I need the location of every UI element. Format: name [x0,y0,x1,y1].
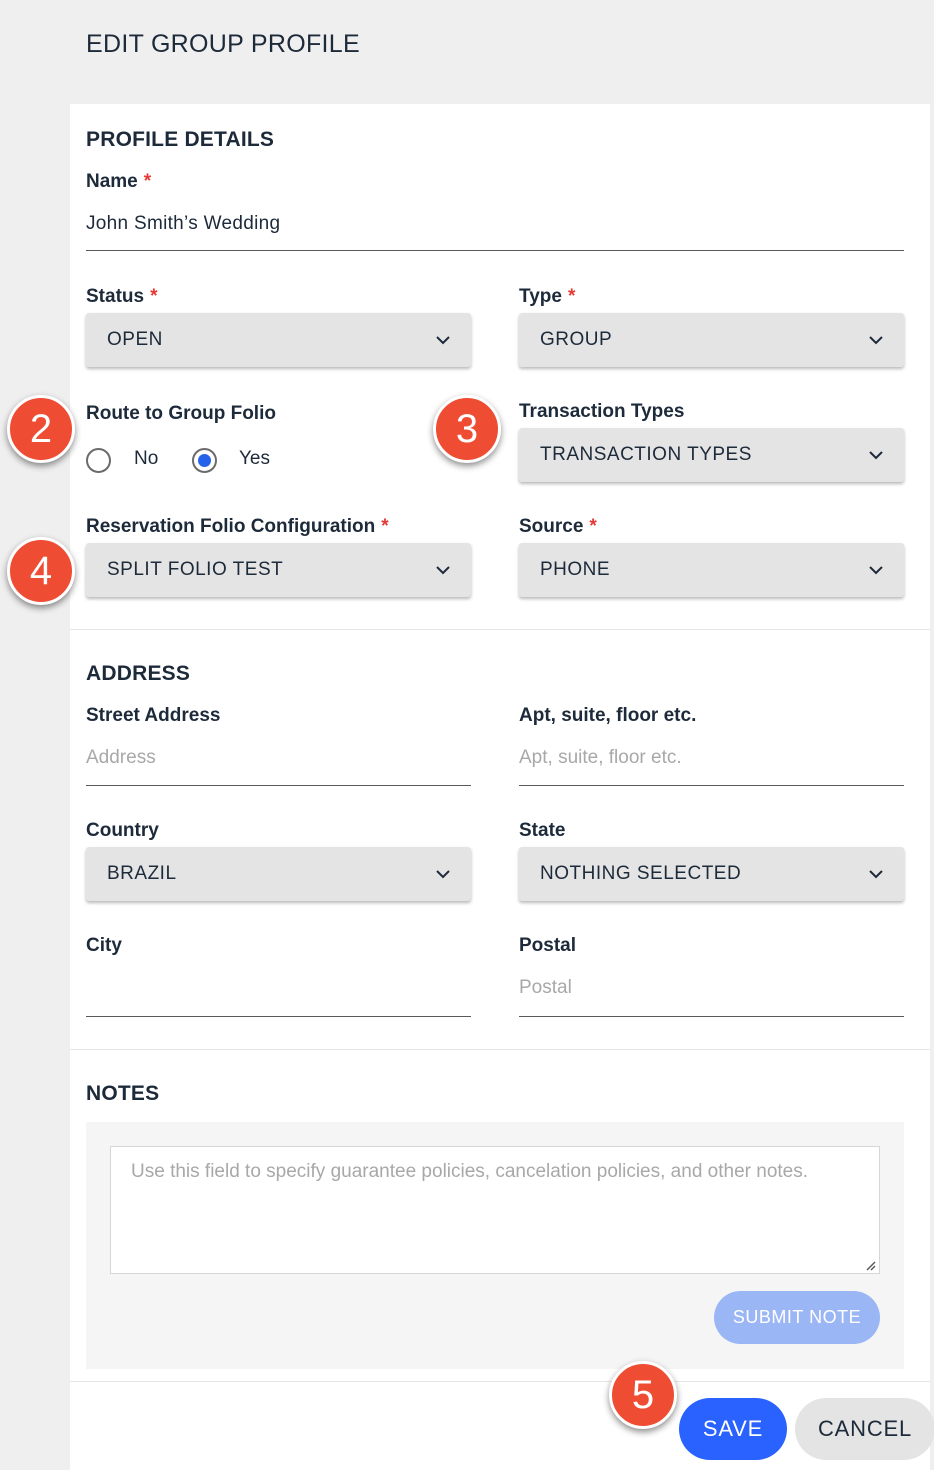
type-select-value: GROUP [540,329,613,350]
postal-input[interactable]: Postal [519,977,572,998]
type-label-text: Type [519,286,562,307]
chevron-down-icon [435,869,451,879]
resize-handle-icon[interactable] [864,1258,876,1276]
page-title: EDIT GROUP PROFILE [86,30,360,58]
route-radio-no[interactable] [86,448,111,473]
route-radio-no-label[interactable]: No [134,448,159,469]
name-label [86,171,151,193]
apt-label: Apt, suite, floor etc. [519,705,697,726]
callout-badge-5: 5 [609,1361,677,1429]
route-to-group-folio-label: Route to Group Folio [86,403,276,424]
reservation-folio-config-label [86,516,389,538]
status-label-text: Status [86,286,145,307]
notes-textarea[interactable] [110,1146,880,1274]
street-address-label: Street Address [86,705,221,726]
section-divider [70,629,930,630]
route-radio-yes[interactable] [192,448,217,473]
reservation-folio-config-value: SPLIT FOLIO TEST [107,559,284,580]
required-marker: * [589,516,597,537]
required-marker: * [143,171,152,192]
source-select[interactable] [519,543,904,597]
notes-placeholder: Use this field to specify guarantee policies, cancelation policies, and other notes. [131,1161,809,1182]
footer-divider [70,1381,930,1382]
street-address-underline [86,785,471,786]
street-address-input[interactable]: Address [86,747,156,768]
route-radio-yes-label[interactable]: Yes [239,448,270,469]
status-select[interactable] [86,313,471,367]
required-marker: * [567,286,576,307]
reservation-folio-config-label-text: Reservation Folio Configuration [86,516,376,537]
source-label-text: Source [519,516,584,537]
transaction-types-select-value: TRANSACTION TYPES [540,444,752,465]
state-select-value: NOTHING SELECTED [540,863,742,884]
postal-label: Postal [519,935,577,956]
profile-details-heading: PROFILE DETAILS [86,128,275,151]
source-select-value: PHONE [540,559,611,580]
chevron-down-icon [435,335,451,345]
submit-note-button[interactable]: SUBMIT NOTE [714,1291,880,1344]
name-input-underline [86,250,904,251]
cancel-button[interactable]: CANCEL [795,1398,934,1460]
city-input[interactable] [86,977,471,1001]
city-label: City [86,935,122,956]
radio-selected-dot [198,454,211,467]
country-select[interactable] [86,847,471,901]
apt-input[interactable]: Apt, suite, floor etc. [519,747,682,768]
address-heading: ADDRESS [86,662,191,685]
country-label: Country [86,820,159,841]
notes-heading: NOTES [86,1082,160,1105]
state-select[interactable] [519,847,904,901]
source-label [519,516,597,538]
callout-badge-2: 2 [7,395,75,463]
type-select[interactable] [519,313,904,367]
chevron-down-icon [868,450,884,460]
chevron-down-icon [868,565,884,575]
name-label-text: Name [86,171,138,192]
state-label: State [519,820,566,841]
chevron-down-icon [868,869,884,879]
chevron-down-icon [435,565,451,575]
edit-profile-card [70,104,930,1470]
name-input[interactable]: John Smith’s Wedding [86,213,281,234]
reservation-folio-config-select[interactable] [86,543,471,597]
required-marker: * [150,286,158,307]
callout-badge-4: 4 [7,537,75,605]
required-marker: * [381,516,389,537]
chevron-down-icon [868,335,884,345]
postal-underline [519,1016,904,1017]
city-underline [86,1016,471,1017]
status-select-value: OPEN [107,329,163,350]
status-label [86,286,157,308]
save-button[interactable]: SAVE [679,1398,787,1460]
transaction-types-label: Transaction Types [519,401,685,422]
callout-badge-3: 3 [433,395,501,463]
apt-underline [519,785,904,786]
country-select-value: BRAZIL [107,863,177,884]
section-divider [70,1049,930,1050]
type-label [519,286,575,308]
transaction-types-select[interactable] [519,428,904,482]
